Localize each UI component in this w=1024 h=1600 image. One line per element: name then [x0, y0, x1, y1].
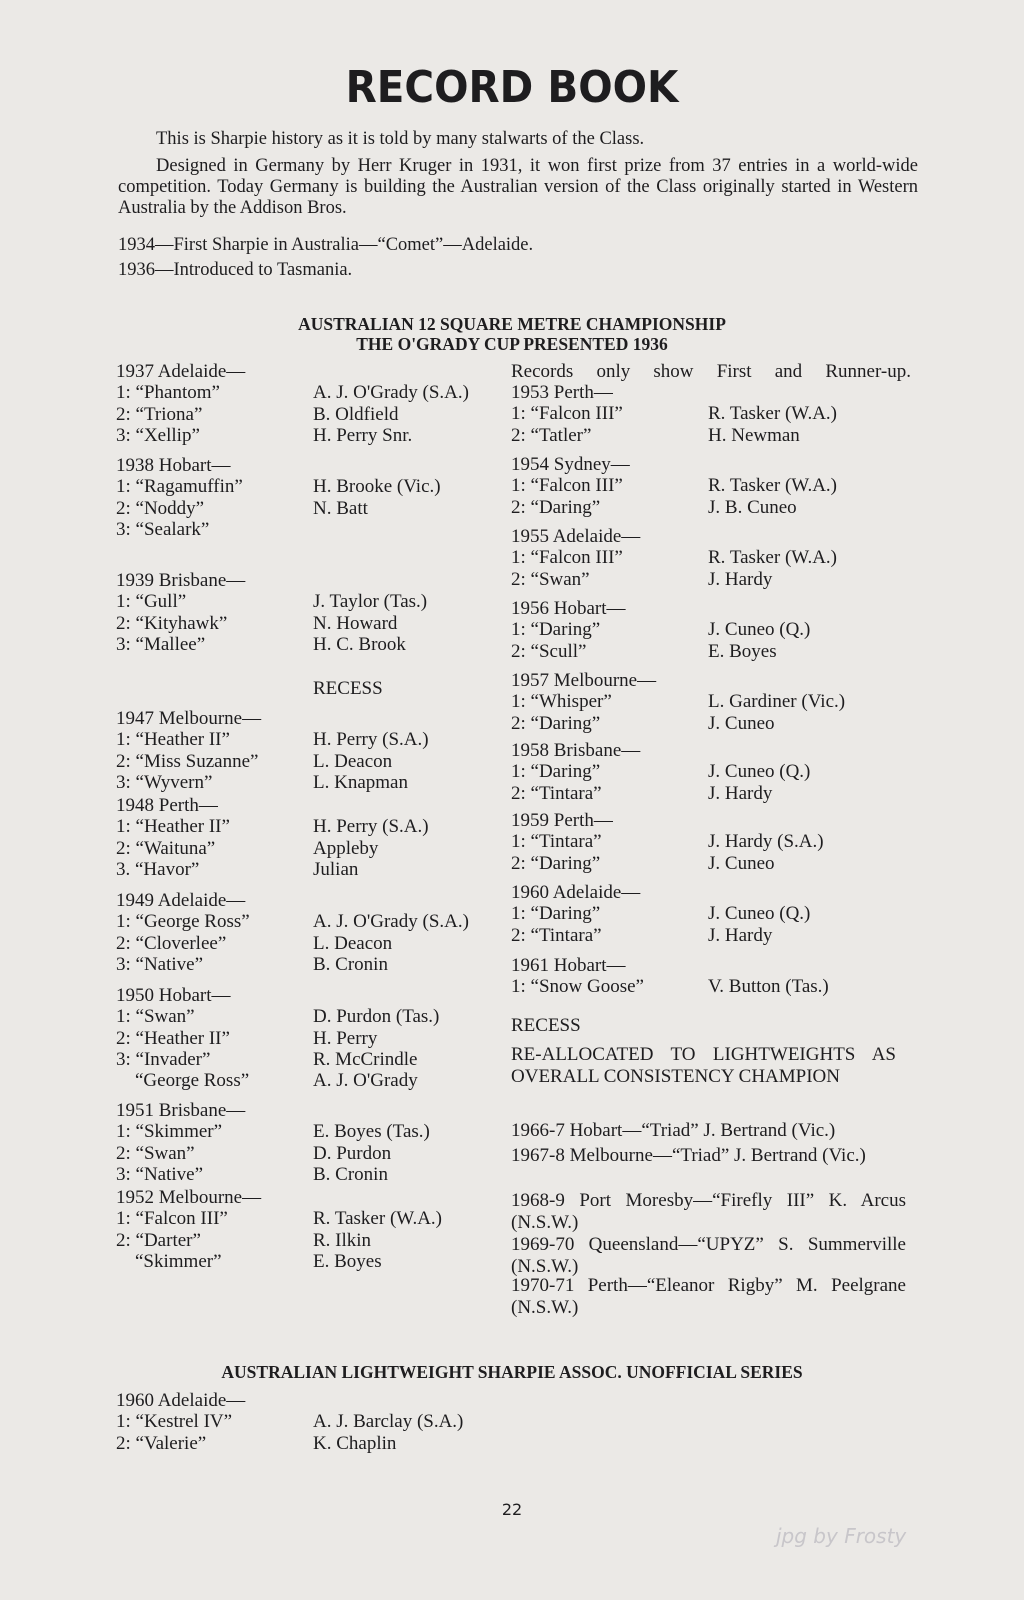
result-row — [116, 954, 469, 975]
result-row — [116, 1208, 442, 1229]
skipper-name: R. Tasker (W.A.) — [708, 475, 838, 497]
result-group — [116, 1390, 463, 1454]
group-heading: 1961 Hobart— — [511, 955, 626, 976]
intro-paragraph-2: Designed in Germany by Herr Kruger in 1931, it won first prize from 37 entries in a world-wide competition. Today Germany is building the Australian version of the Class originally started in Western Australia by the Addison Bros. — [118, 156, 918, 218]
skipper-name: Julian — [313, 858, 359, 880]
skipper-name: D. Purdon — [313, 1142, 392, 1164]
reallocated-note: RE-ALLOCATED TO LIGHTWEIGHTS AS OVERALL CONSISTENCY CHAMPION — [511, 1044, 896, 1087]
result-row — [511, 976, 829, 997]
boat-name: 2: “Noddy” — [116, 497, 205, 519]
result-row — [511, 903, 810, 924]
skipper-name: A. J. O'Grady — [313, 1070, 418, 1092]
result-row — [116, 476, 441, 497]
boat-name: 1: “George Ross” — [116, 911, 250, 933]
skipper-name: R. Tasker (W.A.) — [708, 547, 838, 569]
result-row — [116, 1049, 439, 1070]
skipper-name: L. Gardiner (Vic.) — [708, 691, 846, 713]
result-group — [511, 810, 824, 874]
boat-name: 1: “Snow Goose” — [511, 976, 644, 998]
boat-name: 1: “Falcon III” — [511, 403, 623, 425]
skipper-name: J. Hardy — [708, 568, 773, 590]
skipper-name: R. Ilkin — [313, 1229, 372, 1251]
boat-name: 1: “Phantom” — [116, 382, 220, 404]
result-group — [511, 454, 837, 518]
group-heading: 1959 Perth— — [511, 810, 613, 831]
result-row — [511, 475, 837, 496]
result-row — [116, 634, 427, 655]
result-row — [511, 761, 810, 782]
skipper-name: J. Hardy — [708, 782, 773, 804]
boat-name: 2: “Tatler” — [511, 424, 592, 446]
boat-name: 1: “Falcon III” — [511, 547, 623, 569]
recess-label-left: RECESS — [313, 678, 383, 699]
result-row — [511, 547, 837, 568]
result-group — [116, 708, 429, 793]
group-heading: 1939 Brisbane— — [116, 570, 246, 591]
later-result: 1968-9 Port Moresby—“Firefly III” K. Arcus (N.S.W.) — [511, 1190, 906, 1233]
skipper-name: J. Cuneo — [708, 712, 775, 734]
skipper-name: V. Button (Tas.) — [708, 976, 829, 998]
skipper-name: J. Cuneo (Q.) — [708, 761, 811, 783]
boat-name: 1: “Ragamuffin” — [116, 476, 243, 498]
result-row — [511, 619, 810, 640]
result-row — [116, 382, 469, 403]
result-row — [116, 1164, 430, 1185]
group-heading: 1948 Perth— — [116, 795, 218, 816]
result-group — [116, 795, 429, 880]
group-heading: 1958 Brisbane— — [511, 740, 641, 761]
result-row — [116, 933, 469, 954]
skipper-name: L. Knapman — [313, 771, 408, 793]
result-row — [511, 403, 837, 424]
result-group — [116, 890, 469, 975]
skipper-name: K. Chaplin — [313, 1432, 397, 1454]
boat-name: 1: “Falcon III” — [116, 1208, 228, 1230]
result-row — [511, 691, 845, 712]
result-row — [116, 1230, 442, 1251]
result-group — [511, 882, 810, 946]
boat-name: “George Ross” — [116, 1070, 250, 1092]
boat-name: 2: “Triona” — [116, 403, 203, 425]
skipper-name: J. Hardy (S.A.) — [708, 831, 824, 853]
result-row — [116, 838, 429, 859]
page-number: 22 — [501, 1500, 523, 1519]
boat-name: 2: “Waituna” — [116, 837, 216, 859]
boat-name: 3: “Mallee” — [116, 633, 206, 655]
skipper-name: H. Perry Snr. — [313, 424, 413, 446]
result-row — [511, 641, 810, 662]
result-row — [511, 497, 837, 518]
boat-name: 3: “Invader” — [116, 1048, 211, 1070]
result-row — [511, 831, 824, 852]
later-result: 1967-8 Melbourne—“Triad” J. Bertrand (Vic.) — [511, 1145, 866, 1166]
result-group — [116, 985, 439, 1091]
result-row — [511, 925, 810, 946]
result-row — [116, 816, 429, 837]
skipper-name: H. Newman — [708, 424, 800, 446]
skipper-name: E. Boyes (Tas.) — [313, 1121, 430, 1143]
result-row — [116, 729, 429, 750]
skipper-name: B. Cronin — [313, 1163, 388, 1185]
result-row — [116, 519, 441, 540]
group-heading: 1947 Melbourne— — [116, 708, 262, 729]
boat-name: 2: “Darter” — [116, 1229, 201, 1251]
championship-subheading: THE O'GRADY CUP PRESENTED 1936 — [356, 334, 668, 354]
boat-name: 1: “Whisper” — [511, 691, 612, 713]
later-result: 1969-70 Queensland—“UPYZ” S. Summerville (N.S.W.) — [511, 1234, 906, 1277]
boat-name: 1: “Falcon III” — [511, 475, 623, 497]
skipper-name: E. Boyes — [313, 1250, 382, 1272]
skipper-name: J. Cuneo (Q.) — [708, 903, 811, 925]
boat-name: 3: “Native” — [116, 953, 204, 975]
skipper-name: L. Deacon — [313, 750, 393, 772]
skipper-name: J. Cuneo — [708, 852, 775, 874]
group-heading: 1951 Brisbane— — [116, 1100, 246, 1121]
boat-name: 1: “Heather II” — [116, 729, 230, 751]
result-row — [511, 425, 837, 446]
result-group — [511, 598, 810, 662]
lightweight-heading: AUSTRALIAN LIGHTWEIGHT SHARPIE ASSOC. UNOFFICIAL SERIES — [221, 1362, 803, 1382]
group-heading: 1952 Melbourne— — [116, 1187, 262, 1208]
group-heading: 1949 Adelaide— — [116, 890, 246, 911]
championship-heading: AUSTRALIAN 12 SQUARE METRE CHAMPIONSHIP — [298, 314, 726, 334]
result-group — [511, 526, 837, 590]
boat-name: 1: “Daring” — [511, 619, 601, 641]
result-group — [511, 740, 810, 804]
skipper-name: H. Perry (S.A.) — [313, 816, 429, 838]
result-row — [116, 1006, 439, 1027]
result-group — [116, 455, 441, 540]
boat-name: 2: “Daring” — [511, 712, 601, 734]
group-heading: 1953 Perth— — [511, 382, 613, 403]
result-row — [116, 1070, 439, 1091]
boat-name: 1: “Skimmer” — [116, 1121, 223, 1143]
skipper-name: N. Batt — [313, 497, 368, 519]
boat-name: 1: “Daring” — [511, 903, 601, 925]
boat-name: 2: “Kityhawk” — [116, 612, 228, 634]
skipper-name: B. Oldfield — [313, 403, 399, 425]
skipper-name: J. Hardy — [708, 924, 773, 946]
boat-name: 1: “Swan” — [116, 1006, 195, 1028]
boat-name: 3. “Havor” — [116, 858, 200, 880]
result-group — [116, 1187, 442, 1272]
boat-name: 2: “Miss Suzanne” — [116, 750, 259, 772]
group-heading: 1938 Hobart— — [116, 455, 231, 476]
boat-name: 1: “Daring” — [511, 761, 601, 783]
group-heading: 1960 Adelaide— — [116, 1390, 246, 1411]
skipper-name: B. Cronin — [313, 953, 388, 975]
result-row — [116, 859, 429, 880]
boat-name: 1: “Tintara” — [511, 831, 602, 853]
group-heading: 1937 Adelaide— — [116, 361, 246, 382]
skipper-name: N. Howard — [313, 612, 398, 634]
recess-label-right: RECESS — [511, 1015, 581, 1036]
result-row — [116, 1251, 442, 1272]
boat-name: 3: “Sealark” — [116, 518, 210, 540]
boat-name: 2: “Daring” — [511, 852, 601, 874]
skipper-name: R. Tasker (W.A.) — [313, 1208, 443, 1230]
boat-name: 1: “Gull” — [116, 591, 187, 613]
result-row — [116, 1121, 430, 1142]
skipper-name: R. McCrindle — [313, 1048, 418, 1070]
result-row — [116, 751, 429, 772]
boat-name: 3: “Native” — [116, 1163, 204, 1185]
result-group — [116, 361, 469, 446]
intro-paragraph-1: This is Sharpie history as it is told by many stalwarts of the Class. — [156, 129, 645, 149]
skipper-name: H. Perry (S.A.) — [313, 729, 429, 751]
boat-name: 2: “Heather II” — [116, 1027, 230, 1049]
later-result: 1966-7 Hobart—“Triad” J. Bertrand (Vic.) — [511, 1120, 836, 1141]
skipper-name: J. Cuneo (Q.) — [708, 619, 811, 641]
boat-name: 2: “Swan” — [511, 568, 590, 590]
group-heading: 1957 Melbourne— — [511, 670, 657, 691]
result-group — [511, 382, 837, 446]
skipper-name: H. Perry — [313, 1027, 378, 1049]
result-row — [511, 569, 837, 590]
boat-name: 1: “Kestrel IV” — [116, 1411, 233, 1433]
boat-name: 2: “Valerie” — [116, 1432, 207, 1454]
group-heading: 1954 Sydney— — [511, 454, 630, 475]
result-row — [116, 772, 429, 793]
result-row — [116, 404, 469, 425]
records-note: Records only show First and Runner-up. — [511, 361, 911, 382]
skipper-name: L. Deacon — [313, 932, 393, 954]
result-row — [116, 1028, 439, 1049]
intro-paragraph-4: 1936—Introduced to Tasmania. — [118, 260, 353, 280]
skipper-name: D. Purdon (Tas.) — [313, 1006, 440, 1028]
boat-name: 3: “Wyvern” — [116, 771, 213, 793]
result-group — [116, 570, 427, 655]
page-title: RECORD BOOK — [345, 62, 679, 113]
group-heading: 1960 Adelaide— — [511, 882, 641, 903]
result-row — [116, 498, 441, 519]
watermark: jpg by Frosty — [776, 1524, 907, 1548]
skipper-name: H. Brooke (Vic.) — [313, 476, 441, 498]
group-heading: 1956 Hobart— — [511, 598, 626, 619]
skipper-name: A. J. O'Grady (S.A.) — [313, 382, 469, 404]
boat-name: 2: “Tintara” — [511, 782, 602, 804]
boat-name: “Skimmer” — [116, 1250, 222, 1272]
skipper-name: E. Boyes — [708, 640, 777, 662]
boat-name: 2: “Swan” — [116, 1142, 195, 1164]
later-result: 1970-71 Perth—“Eleanor Rigby” M. Peelgrane (N.S.W.) — [511, 1275, 906, 1318]
result-row — [511, 713, 845, 734]
result-row — [116, 1411, 463, 1432]
skipper-name: Appleby — [313, 837, 379, 859]
result-row — [116, 911, 469, 932]
result-row — [116, 613, 427, 634]
skipper-name: R. Tasker (W.A.) — [708, 403, 838, 425]
group-heading: 1950 Hobart— — [116, 985, 231, 1006]
result-group — [511, 955, 829, 998]
result-row — [511, 783, 810, 804]
intro-paragraph-3: 1934—First Sharpie in Australia—“Comet”—Adelaide. — [118, 235, 534, 255]
boat-name: 3: “Xellip” — [116, 424, 200, 446]
result-row — [116, 1433, 463, 1454]
boat-name: 2: “Cloverlee” — [116, 932, 227, 954]
result-group — [116, 1100, 430, 1185]
skipper-name: J. Taylor (Tas.) — [313, 591, 428, 613]
skipper-name: J. B. Cuneo — [708, 496, 797, 518]
boat-name: 2: “Daring” — [511, 496, 601, 518]
boat-name: 2: “Tintara” — [511, 924, 602, 946]
skipper-name: H. C. Brook — [313, 633, 406, 655]
skipper-name: A. J. O'Grady (S.A.) — [313, 911, 469, 933]
boat-name: 1: “Heather II” — [116, 816, 230, 838]
group-heading: 1955 Adelaide— — [511, 526, 641, 547]
result-row — [511, 853, 824, 874]
result-row — [116, 425, 469, 446]
result-group — [511, 670, 845, 734]
result-row — [116, 1143, 430, 1164]
result-row — [116, 591, 427, 612]
skipper-name: A. J. Barclay (S.A.) — [313, 1411, 464, 1433]
boat-name: 2: “Scull” — [511, 640, 587, 662]
